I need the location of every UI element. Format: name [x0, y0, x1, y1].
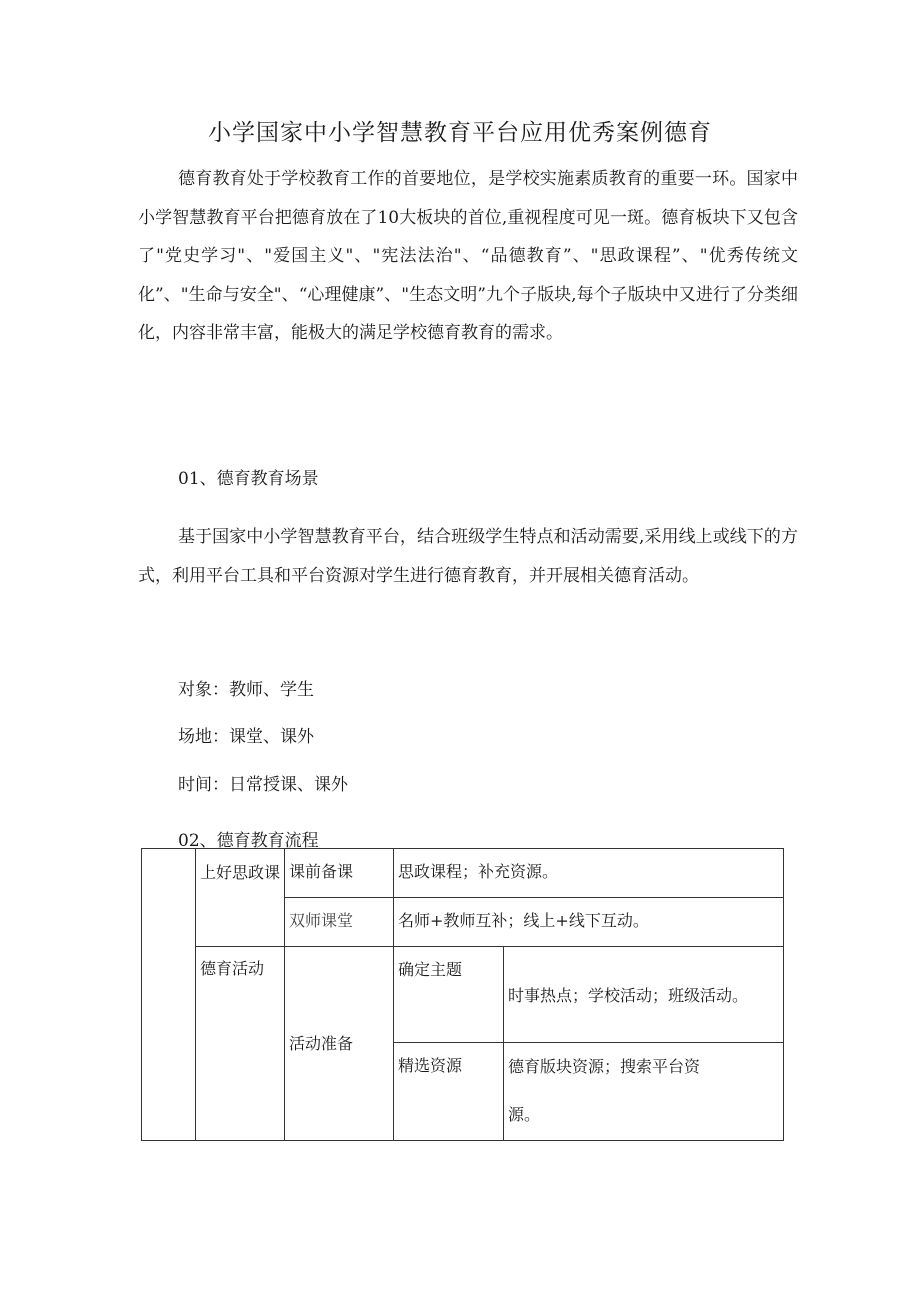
time-line: 时间：日常授课、课外: [178, 775, 348, 795]
process-table: [141, 848, 784, 1141]
table-empty-cell: [142, 849, 196, 1141]
table-step-lesson-prep: 课前备课: [285, 849, 394, 898]
target-line: 对象：教师、学生: [178, 680, 314, 700]
intro-paragraph: 德育教育处于学校教育工作的首要地位，是学校实施素质教育的重要一环。国家中小学智慧教育平台把德育放在了10大板块的首位,重视程度可见一斑。德育板块下又包含了"党史学习"、"爱国主义"、"宪法法治"、“品德教育”、"思政课程”、"优秀传统文化”、"生命与安全"、“心理健康”、"生态文明”九个子版块,每个子版块中又进行了分类细化，内容非常丰富，能极大的满足学校德育教育的需求。: [138, 169, 798, 343]
table-desc-lesson-prep: 思政课程；补充资源。: [394, 849, 784, 898]
table-desc-dual-teacher: 名师+教师互补；线上+线下互动。: [394, 898, 784, 947]
section-heading-scenario: 01、德育教育场景: [178, 469, 319, 489]
venue-line: 场地：课堂、课外: [178, 727, 314, 747]
table-group-moral-activity: 德育活动: [196, 947, 285, 1141]
table-desc-resources: 德育版块资源；搜索平台资源。: [504, 1043, 784, 1141]
scenario-paragraph: 基于国家中小学智慧教育平台，结合班级学生特点和活动需要,采用线上或线下的方式，利用平台工具和平台资源对学生进行德育教育，并开展相关德育活动。: [138, 527, 798, 586]
table-sub-resources: 精选资源: [394, 1043, 504, 1141]
document-title: 小学国家中小学智慧教育平台应用优秀案例德育: [208, 120, 712, 146]
table-desc-theme: 时事热点；学校活动；班级活动。: [504, 947, 784, 1043]
section-heading-process: 02、德育教育流程: [178, 831, 319, 851]
table-group-ideology-course: 上好思政课: [196, 849, 285, 947]
table-step-activity-prep: 活动准备: [285, 947, 394, 1141]
table-sub-theme: 确定主题: [394, 947, 504, 1043]
table-step-dual-teacher: 双师课堂: [285, 898, 394, 947]
